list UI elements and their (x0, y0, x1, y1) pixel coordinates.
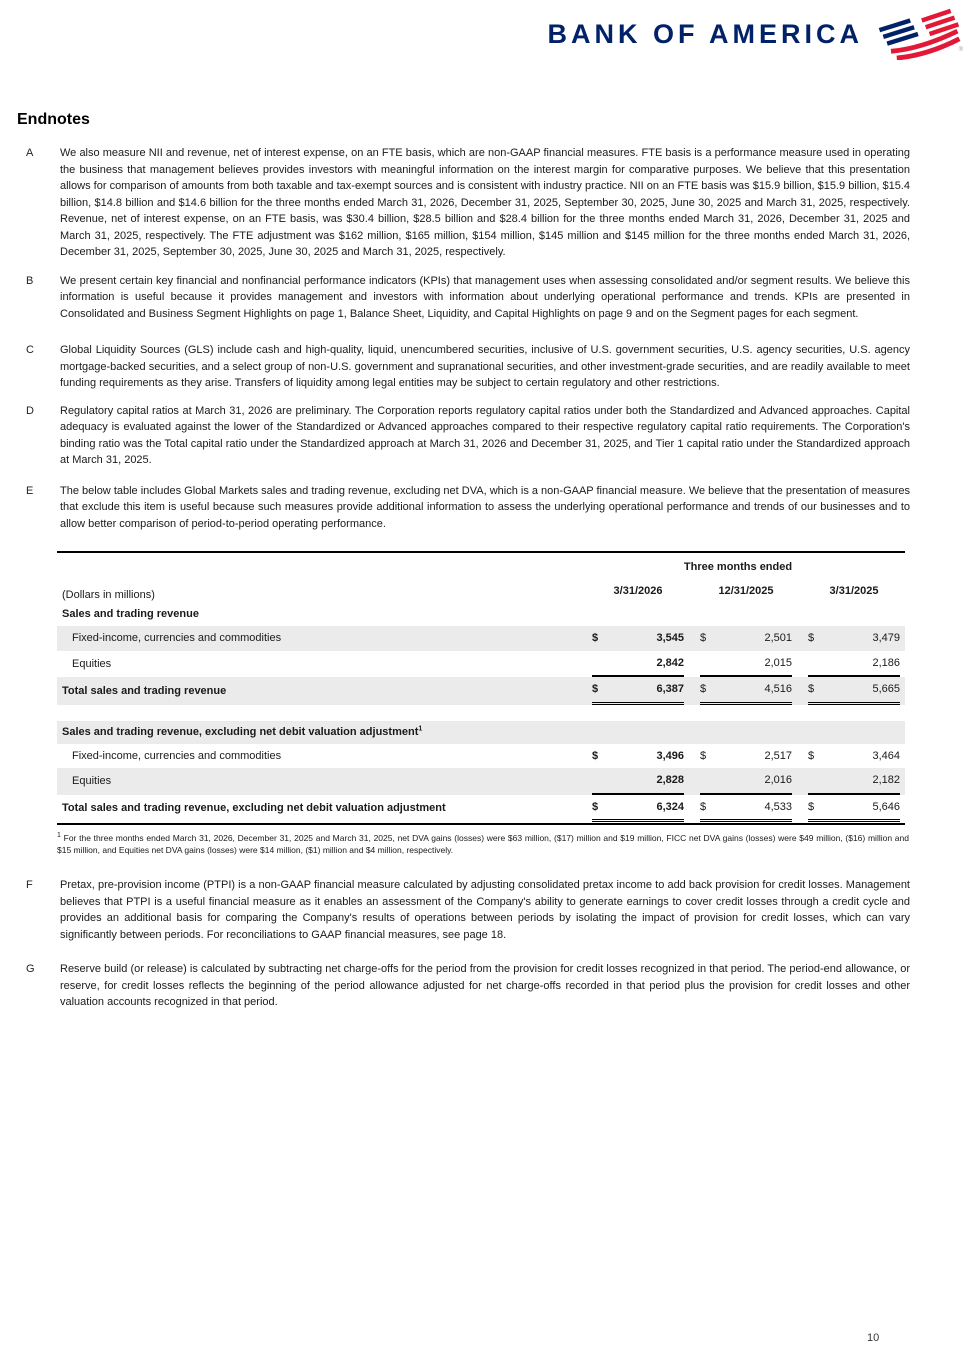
endnote-text: The below table includes Global Markets sales and trading revenue, excluding net DVA, which is a non-GAAP financial measure. We believe that the presentation of measures that exclude this item is useful because such measures provide additional information to assess the underlying operational performance and trends of our businesses and to allow better comparison of period-to-period operating performance. (60, 484, 910, 530)
currency-symbol: $ (808, 632, 815, 644)
endnotes-content (22, 145, 910, 1011)
endnote-d (22, 403, 910, 469)
currency-symbol: $ (700, 800, 707, 813)
table-row-total-ex-dva (57, 795, 905, 823)
endnote-letter: C (26, 344, 34, 356)
currency-symbol: $ (700, 749, 707, 762)
cell-value: 2,842 (656, 656, 684, 669)
cell-value: 4,533 (764, 800, 792, 813)
registered-trademark: ® (958, 46, 963, 53)
table-row-equities (57, 651, 905, 678)
row-label: Fixed-income, currencies and commodities (72, 749, 282, 762)
table-span-header-row (57, 555, 905, 577)
row-label: Fixed-income, currencies and commodities (72, 632, 282, 644)
section-title-row: Sales and trading revenue, excluding net debit valuation adjustment$^1$ (57, 721, 905, 744)
table-footnote: $^1$ For the three months ended March 31, 2026, December 31, 2025 and March 31, 2025, net DVA gains (losses) were $63 million, ($17) million and $19 million, FICC net DVA gains (losses) were $49 million, ($16) million and $15 million, and Equities net DVA gains (losses) were $14 million, ($1) million and $4 million, respectively. (57, 832, 909, 855)
cell-value: 2,015 (764, 656, 792, 669)
endnote-letter: G (26, 963, 35, 975)
table-column-header-row (57, 577, 905, 603)
endnote-letter: F (26, 879, 33, 891)
table-row-ficc (57, 626, 905, 651)
table-row-total (57, 677, 905, 705)
page-title: Endnotes (17, 111, 90, 128)
endnote-text: Pretax, pre-provision income (PTPI) is a non-GAAP financial measure calculated by adjusting consolidated pretax income to add back provision for credit losses. Management believes that PTPI is a useful financial measure as it enables an assessment of the Company's ability to generate earnings to cover credit losses through a credit cycle and provides an additional basis for comparing the Company's results of operations between periods by isolating the impact of provision for credit losses, which can vary significantly between periods. For reconciliations to GAAP financial measures, see page 18. (60, 879, 910, 941)
section-title-row: Sales and trading revenue (62, 608, 199, 621)
column-header: 3/31/2025 (829, 584, 879, 597)
bank-flag-icon (873, 8, 961, 60)
cell-value: 5,665 (872, 683, 900, 695)
cell-value: 3,464 (872, 749, 900, 762)
endnote-letter: B (26, 274, 34, 287)
currency-symbol: $ (808, 683, 815, 695)
cell-value: 5,646 (872, 800, 900, 813)
cell-value: 6,324 (656, 800, 684, 813)
endnote-f (22, 877, 910, 943)
row-label: Equities (72, 657, 112, 670)
endnote-e (22, 483, 910, 533)
currency-symbol: $ (592, 632, 599, 644)
endnote-letter: D (26, 404, 34, 417)
bank-of-america-wordmark: BANK OF AMERICA (547, 18, 863, 49)
cell-value: 2,828 (656, 774, 684, 786)
currency-symbol: $ (808, 749, 815, 762)
endnote-letter: A (26, 147, 34, 159)
endnote-a (22, 145, 910, 261)
unit-label: (Dollars in millions) (62, 588, 155, 601)
currency-symbol: $ (592, 800, 599, 813)
cell-value: 2,186 (872, 656, 900, 669)
currency-symbol: $ (592, 749, 599, 762)
sales-trading-revenue-table (57, 551, 905, 825)
cell-value: 3,479 (872, 632, 900, 644)
span-header: Three months ended (683, 560, 793, 573)
currency-symbol: $ (700, 683, 707, 695)
cell-value: 2,501 (764, 632, 792, 644)
cell-value: 2,016 (764, 774, 792, 786)
footnote-marker: 1 (57, 832, 61, 840)
column-header: 3/31/2026 (613, 584, 663, 597)
currency-symbol: $ (592, 683, 599, 695)
footnote-marker: 1 (418, 725, 423, 733)
table-row-ficc-ex-dva (57, 744, 905, 769)
endnote-c (22, 342, 910, 392)
endnote-g (22, 961, 910, 1011)
cell-value: 3,545 (656, 632, 684, 644)
page-number: 10 (867, 1332, 880, 1344)
endnote-text: We also measure NII and revenue, net of interest expense, on an FTE basis, which are non-GAAP financial measures. FTE basis is a performance measure used in operating the business that management believes provides investors with meaningful information on the interest margin for comparative purposes. We believe that this presentation allows for comparison of amounts from both taxable and tax-exempt sources and is consistent with industry practice. NII on an FTE basis was $15.9 billion, $15.9 billion, $15.4 billion, $14.8 billion and $14.6 billion for the three months ended March 31, 2026, December 31, 2025, September 30, 2025, June 30, 2025 and March 31, 2025, respectively. Revenue, net of interest expense, on an FTE basis, was $30.4 billion, $28.5 billion and $28.4 billion for the three months ended March 31, 2026, December 31, 2025 and March 31, 2025, respectively. The FTE adjustment was $162 million, $165 million, $154 million, $145 million and $145 million for the three months ended March 31, 2026, December 31, 2025, September 30, 2025, June 30, 2025 and March 31, 2025, respectively. (60, 147, 910, 258)
cell-value: 2,517 (764, 749, 792, 762)
cell-value: 2,182 (872, 774, 900, 786)
currency-symbol: $ (808, 800, 815, 813)
endnote-text: Global Liquidity Sources (GLS) include cash and high-quality, liquid, unencumbered securities, inclusive of U.S. government securities, U.S. agency securities, U.S. agency mortgage-backed securities, and a select group of non-U.S. government and supranational securities, and other investment-grade securities, and are readily available to meet funding requirements as they arise. Transfers of liquidity among legal entities may be subject to certain regulatory and other restrictions. (60, 344, 910, 389)
bank-of-america-logo (548, 8, 962, 60)
cell-value: 6,387 (656, 683, 684, 695)
row-label: Total sales and trading revenue (62, 684, 227, 697)
cell-value: 4,516 (764, 683, 792, 695)
row-label: Total sales and trading revenue, excluding net debit valuation adjustment (62, 802, 446, 814)
row-label: Equities (72, 775, 112, 787)
endnote-text: Regulatory capital ratios at March 31, 2026 are preliminary. The Corporation reports regulatory capital ratios under both the Standardized and Advanced approaches. Capital adequacy is evaluated against the lower of the Standardized or Advanced approaches compared to their respective regulatory capital ratio requirements. The Corporation's binding ratio was the Total capital ratio under the Standardized approach at March 31, 2026 and December 31, 2025, and Tier 1 capital ratio under the Standardized approach at March 31, 2025. (60, 404, 910, 466)
currency-symbol: $ (700, 632, 707, 644)
table-row-equities-ex-dva (57, 768, 905, 795)
endnote-b (22, 273, 910, 323)
endnote-text: We present certain key financial and nonfinancial performance indicators (KPIs) that management uses when assessing consolidated and/or segment results. We believe this information is useful because it provides management and investors with information about underlying operational performance and trends. KPIs are presented in Consolidated and Business Segment Highlights on page 1, Balance Sheet, Liquidity, and Capital Highlights on page 9 and on the Segment pages for each segment. (60, 274, 910, 320)
cell-value: 3,496 (656, 749, 684, 762)
endnote-letter: E (26, 484, 34, 497)
column-header: 12/31/2025 (718, 584, 774, 597)
endnote-text: Reserve build (or release) is calculated by subtracting net charge-offs for the period from the provision for credit losses recognized in that period. The period-end allowance, or reserve, for credit losses reflects the beginning of the period allowance adjusted for net charge-offs recorded in that period plus the provision for credit losses and other valuation accounts recognized in that period. (60, 963, 910, 1008)
